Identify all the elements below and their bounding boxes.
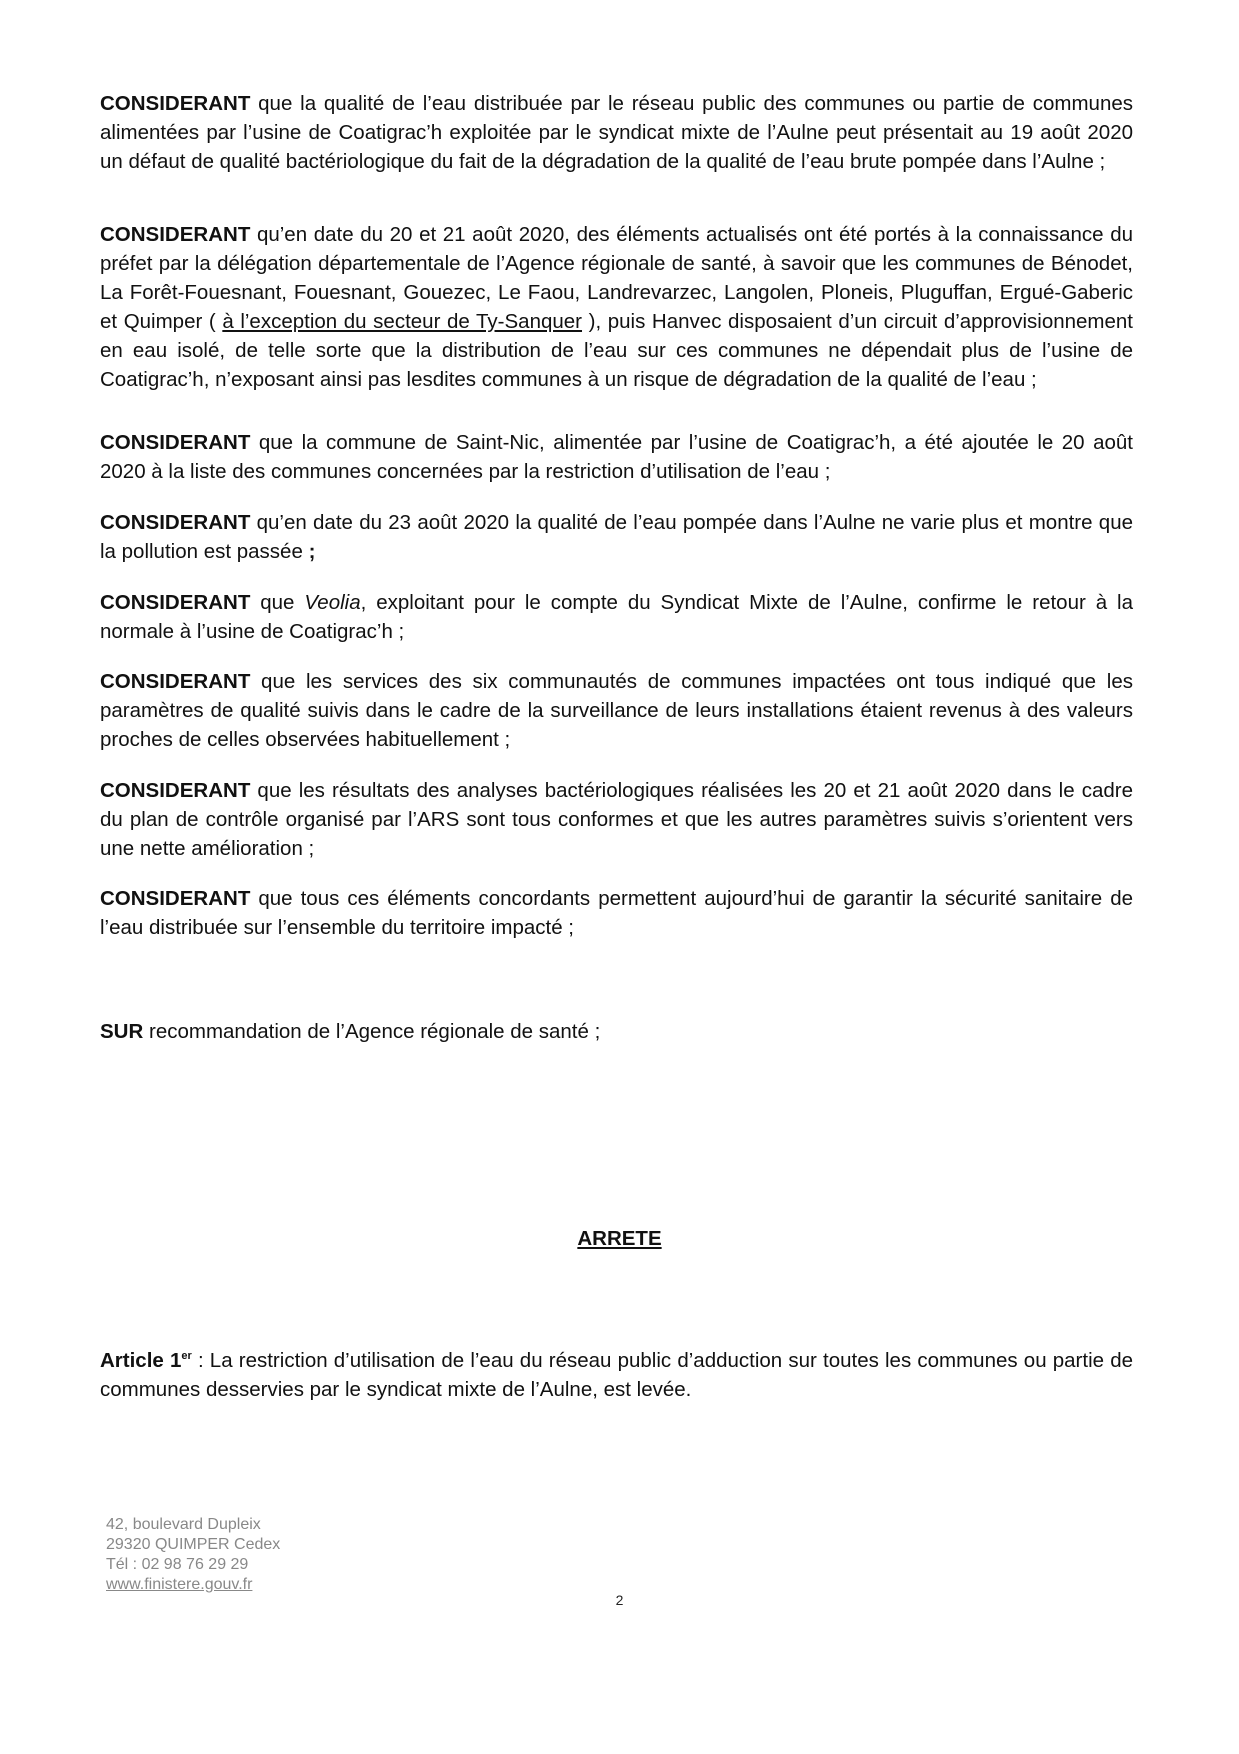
considerant-7 bbox=[100, 776, 1133, 863]
considerant-text: qu’en date du 20 et 21 août 2020, des éléments actualisés ont été portés à la connaissance du préfet par la délégation départementale de l’Agence régionale de santé, à savoir que les communes de Bénodet, La Forêt-Fouesnant, Fouesnant, Gouezec, Le Faou, Landrevarzec, Langolen, Ploneis, Pluguffan, Ergué-Gaberic et Quimper ( bbox=[100, 223, 1133, 333]
considerant-text: que les services des six communautés de communes impactées ont tous indiqué que les paramètres de qualité suivis dans le cadre de la surveillance de leurs installations étaient revenus à des valeurs proches de celles observées habituellement ; bbox=[100, 670, 1133, 751]
considerant-keyword: CONSIDERANT bbox=[100, 670, 251, 693]
considerant-text: , exploitant pour le compte du Syndicat Mixte de l’Aulne, confirme le retour à la normale à l’usine de Coatigrac’h ; bbox=[100, 591, 1133, 643]
considerant-text: qu’en date du 23 août 2020 la qualité de l’eau pompée dans l’Aulne ne varie plus et montre que la pollution est passée bbox=[100, 511, 1133, 563]
considerant-text: que la commune de Saint-Nic, alimentée par l’usine de Coatigrac’h, a été ajoutée le 20 août 2020 à la liste des communes concernées par la restriction d’utilisation de l’eau ; bbox=[100, 431, 1133, 483]
considerant-4 bbox=[100, 508, 1133, 566]
considerant-text: que bbox=[250, 591, 305, 614]
footer-city: 29320 QUIMPER Cedex bbox=[106, 1536, 281, 1553]
italic-company: Veolia bbox=[304, 591, 361, 614]
considerant-5 bbox=[100, 588, 1133, 646]
considerant-text: que les résultats des analyses bactériologiques réalisées les 20 et 21 août 2020 dans le cadre du plan de contrôle organisé par l’ARS sont tous conformes et que les autres paramètres suivis s’orientent vers une nette amélioration ; bbox=[100, 779, 1133, 860]
considerant-1 bbox=[100, 89, 1133, 176]
considerant-keyword: CONSIDERANT bbox=[100, 92, 251, 115]
article-label bbox=[100, 1349, 192, 1372]
article-sup: er bbox=[181, 1350, 192, 1363]
considerant-6 bbox=[100, 667, 1133, 754]
sur-paragraph bbox=[100, 1017, 1133, 1046]
footer-website-link[interactable]: www.finistere.gouv.fr bbox=[106, 1576, 253, 1593]
considerant-keyword: CONSIDERANT bbox=[100, 223, 251, 246]
considerant-keyword: CONSIDERANT bbox=[100, 431, 251, 454]
underlined-exception: à l’exception du secteur de Ty-Sanquer bbox=[222, 310, 583, 333]
considerant-keyword: CONSIDERANT bbox=[100, 511, 251, 534]
considerant-keyword: CONSIDERANT bbox=[100, 591, 251, 614]
article-text: : La restriction d’utilisation de l’eau du réseau public d’adduction sur toutes les communes ou partie de communes desservies par le syndicat mixte de l’Aulne, est levée. bbox=[100, 1349, 1133, 1401]
article-1 bbox=[100, 1346, 1133, 1404]
article-label-text: Article 1 bbox=[100, 1349, 182, 1372]
considerant-text: ), puis Hanvec disposaient d’un circuit d’approvisionnement en eau isolé, de telle sorte que la distribution de l’eau sur ces communes ne dépendait plus de l’usine de Coatigrac’h, n’exposant ainsi pas lesdites communes à un risque de dégradation de la qualité de l’eau ; bbox=[100, 310, 1133, 391]
considerant-keyword: CONSIDERANT bbox=[100, 779, 251, 802]
footer-address: 42, boulevard Dupleix bbox=[106, 1516, 261, 1533]
considerant-3 bbox=[100, 428, 1133, 486]
considerant-text: que la qualité de l’eau distribuée par le réseau public des communes ou partie de communes alimentées par l’usine de Coatigrac’h exploitée par le syndicat mixte de l’Aulne peut présentait au 19 août 2020 un défaut de qualité bactériologique du fait de la dégradation de la qualité de l’eau brute pompée dans l’Aulne ; bbox=[100, 92, 1133, 173]
considerant-text: que tous ces éléments concordants permettent aujourd’hui de garantir la sécurité sanitaire de l’eau distribuée sur l’ensemble du territoire impacté ; bbox=[100, 887, 1133, 939]
page-number: 2 bbox=[615, 1592, 624, 1608]
sur-text: recommandation de l’Agence régionale de santé ; bbox=[143, 1020, 601, 1043]
arrete-title: ARRETE bbox=[577, 1227, 662, 1250]
bold-semicolon: ; bbox=[308, 540, 316, 563]
considerant-keyword: CONSIDERANT bbox=[100, 887, 251, 910]
sur-keyword: SUR bbox=[100, 1020, 144, 1043]
footer-phone: Tél : 02 98 76 29 29 bbox=[106, 1556, 249, 1573]
considerant-8 bbox=[100, 884, 1133, 942]
considerant-2 bbox=[100, 220, 1133, 394]
footer-address-block bbox=[106, 1515, 280, 1595]
